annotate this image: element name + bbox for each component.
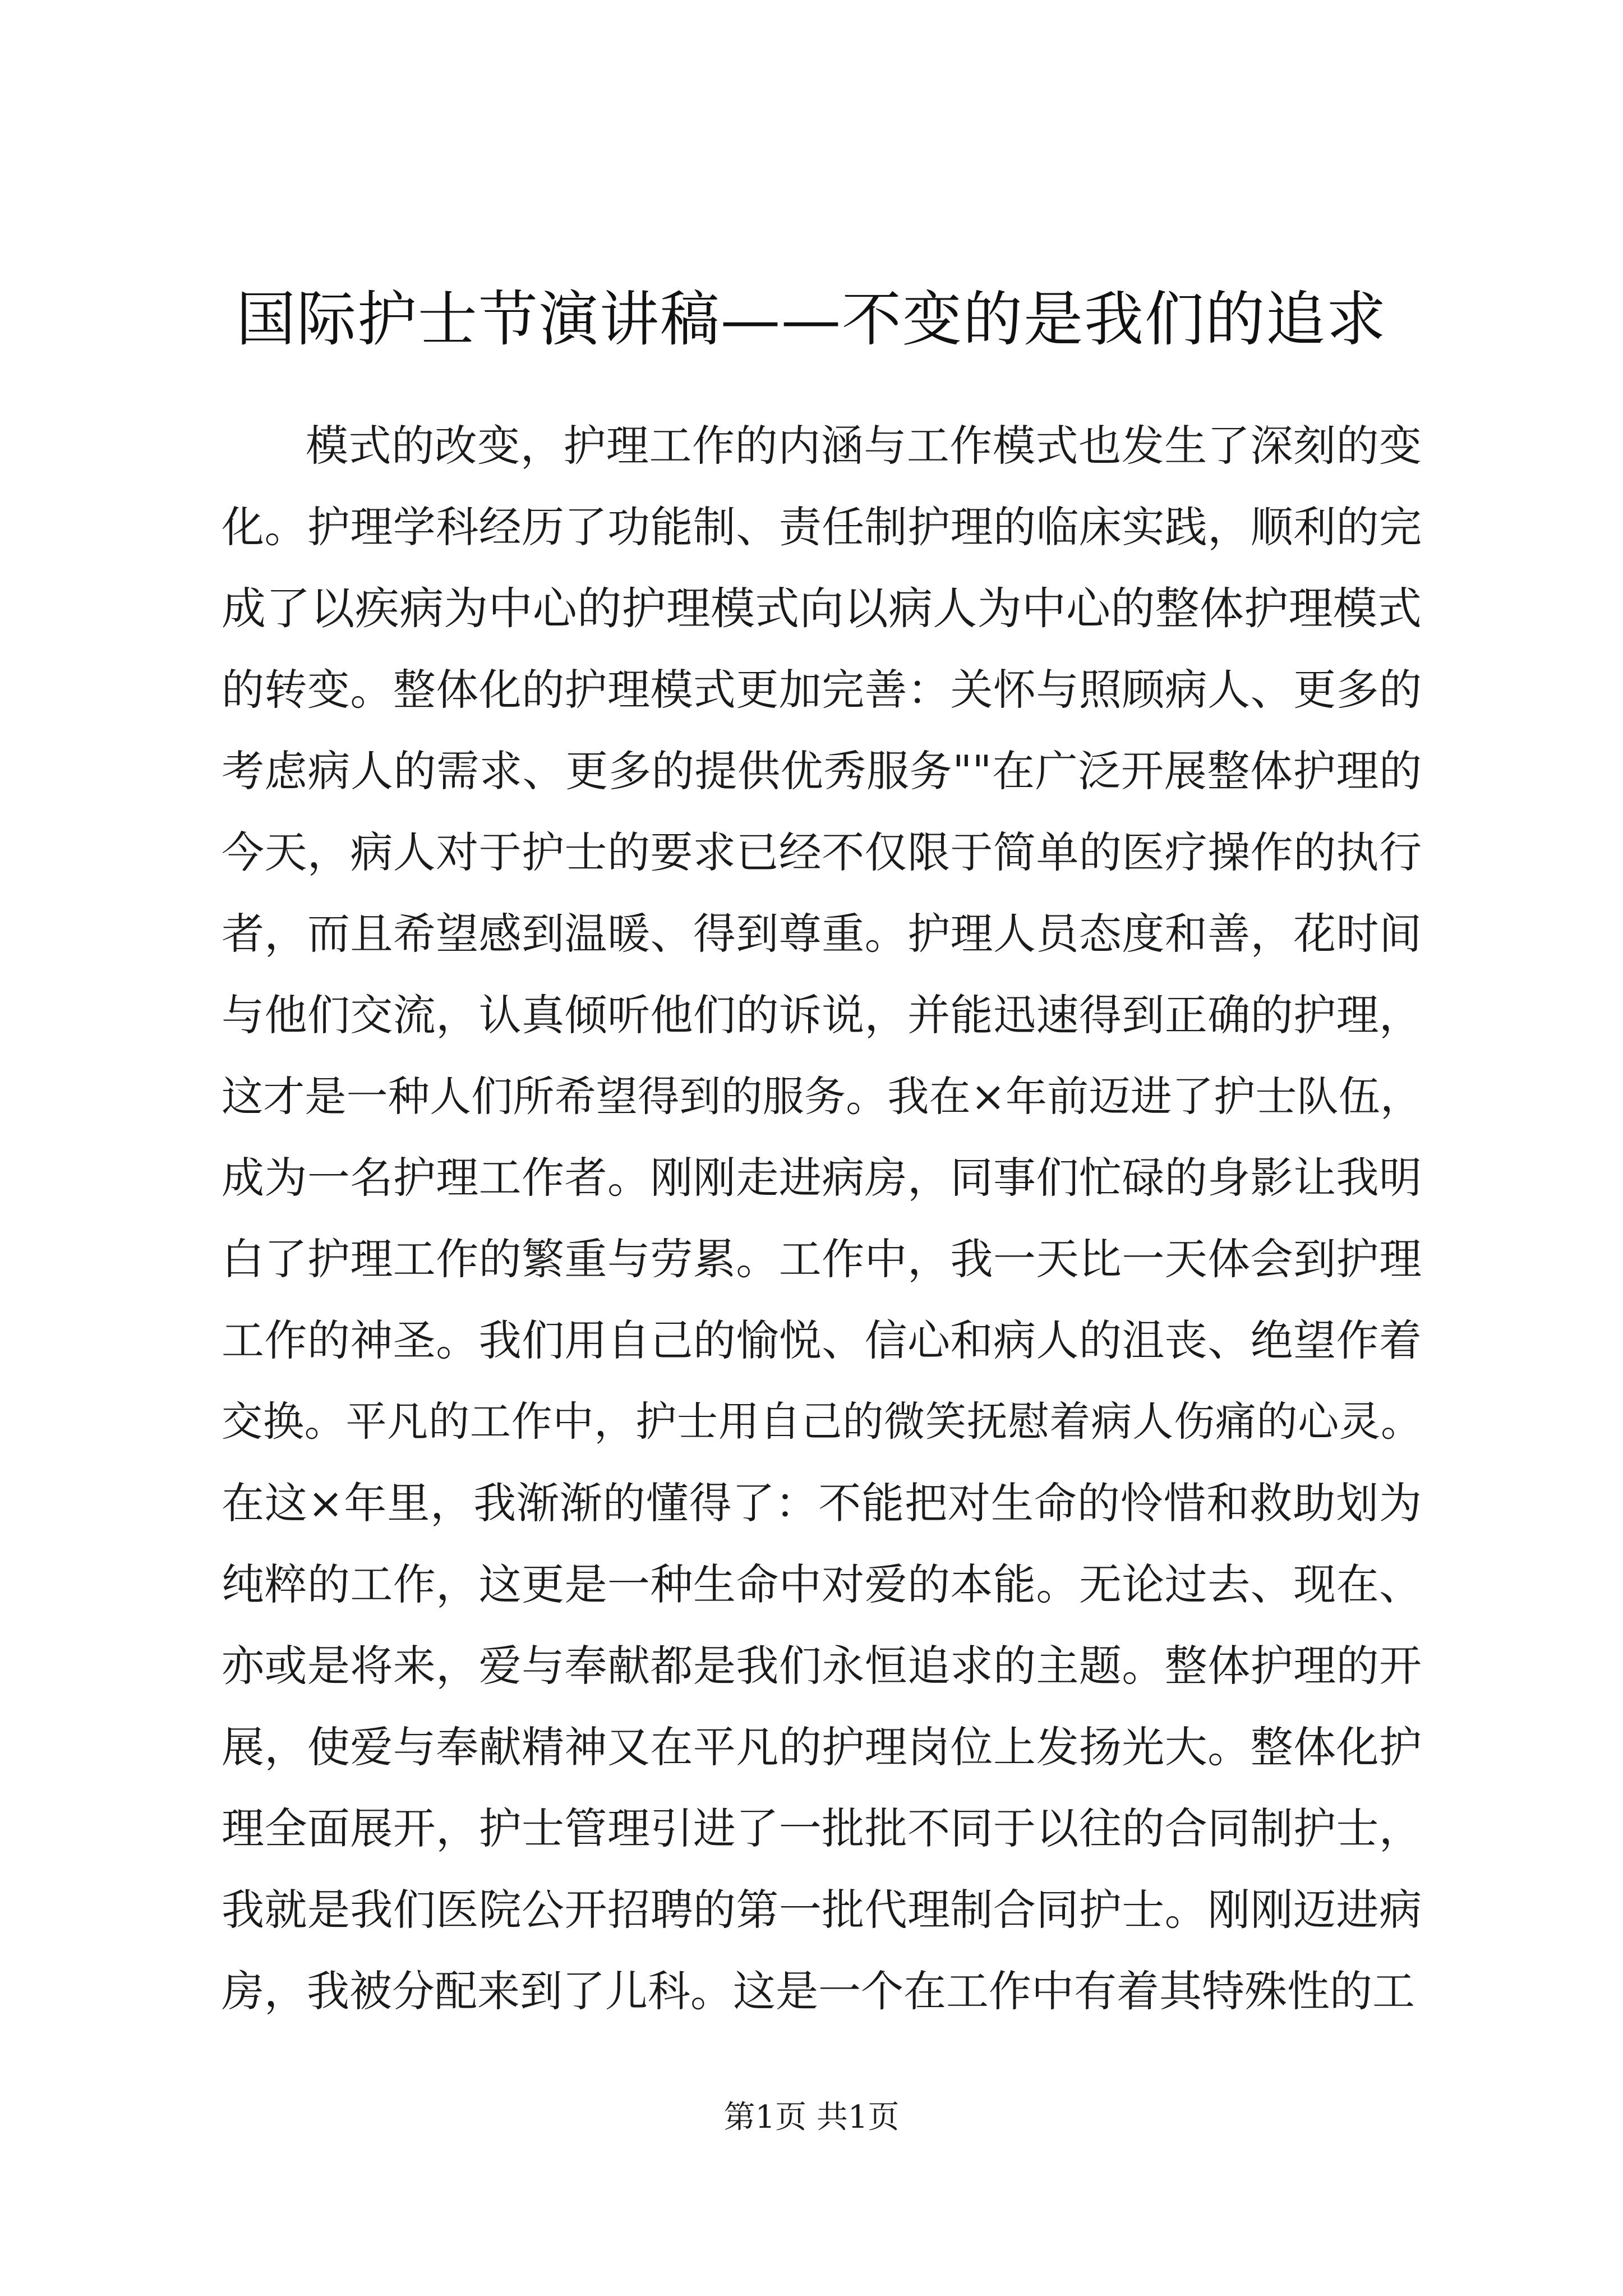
body-line: 在这×年里，我渐渐的懂得了：不能把对生命的怜惜和救助划为	[222, 1478, 1422, 1528]
body-line: 我就是我们医院公开招聘的第一批代理制合同护士。刚刚迈进病	[222, 1885, 1422, 1935]
body-line: 房，我被分配来到了儿科。这是一个在工作中有着其特殊性的工	[222, 1966, 1415, 2016]
body-line: 考虑病人的需求、更多的提供优秀服务""在广泛开展整体护理的	[222, 746, 1422, 796]
body-line: 成为一名护理工作者。刚刚走进病房，同事们忙碌的身影让我明	[222, 1153, 1422, 1203]
page-footer: 第1页 共1页	[723, 2099, 900, 2136]
body-line: 化。护理学科经历了功能制、责任制护理的临床实践，顺利的完	[222, 502, 1422, 552]
body-line: 这才是一种人们所希望得到的服务。我在×年前迈进了护士队伍，	[222, 1073, 1422, 1121]
body-line: 纯粹的工作，这更是一种生命中对爱的本能。无论过去、现在、	[222, 1559, 1422, 1609]
body-line: 展，使爱与奉献精神又在平凡的护理岗位上发扬光大。整体化护	[222, 1722, 1422, 1772]
body-line: 亦或是将来，爱与奉献都是我们永恒追求的主题。整体护理的开	[222, 1641, 1422, 1691]
body-line: 交换。平凡的工作中，护士用自己的微笑抚慰着病人伤痛的心灵。	[222, 1398, 1422, 1446]
body-line: 工作的神圣。我们用自己的愉悦、信心和病人的沮丧、绝望作着	[222, 1315, 1422, 1365]
document-title: 国际护士节演讲稿——不变的是我们的追求	[236, 285, 1387, 354]
body-line: 理全面展开，护士管理引进了一批批不同于以往的合同制护士，	[222, 1803, 1422, 1853]
body-line: 成了以疾病为中心的护理模式向以病人为中心的整体护理模式	[222, 583, 1422, 634]
body-line: 与他们交流，认真倾听他们的诉说，并能迅速得到正确的护理，	[222, 990, 1422, 1040]
body-line: 今天，病人对于护士的要求已经不仅限于简单的医疗操作的执行	[222, 827, 1422, 877]
body-line: 白了护理工作的繁重与劳累。工作中，我一天比一天体会到护理	[222, 1234, 1422, 1284]
body-line: 模式的改变，护理工作的内涵与工作模式也发生了深刻的变	[306, 421, 1422, 471]
body-line: 的转变。整体化的护理模式更加完善：关怀与照顾病人、更多的	[222, 665, 1422, 715]
body-line: 者，而且希望感到温暖、得到尊重。护理人员态度和善，花时间	[222, 909, 1422, 959]
